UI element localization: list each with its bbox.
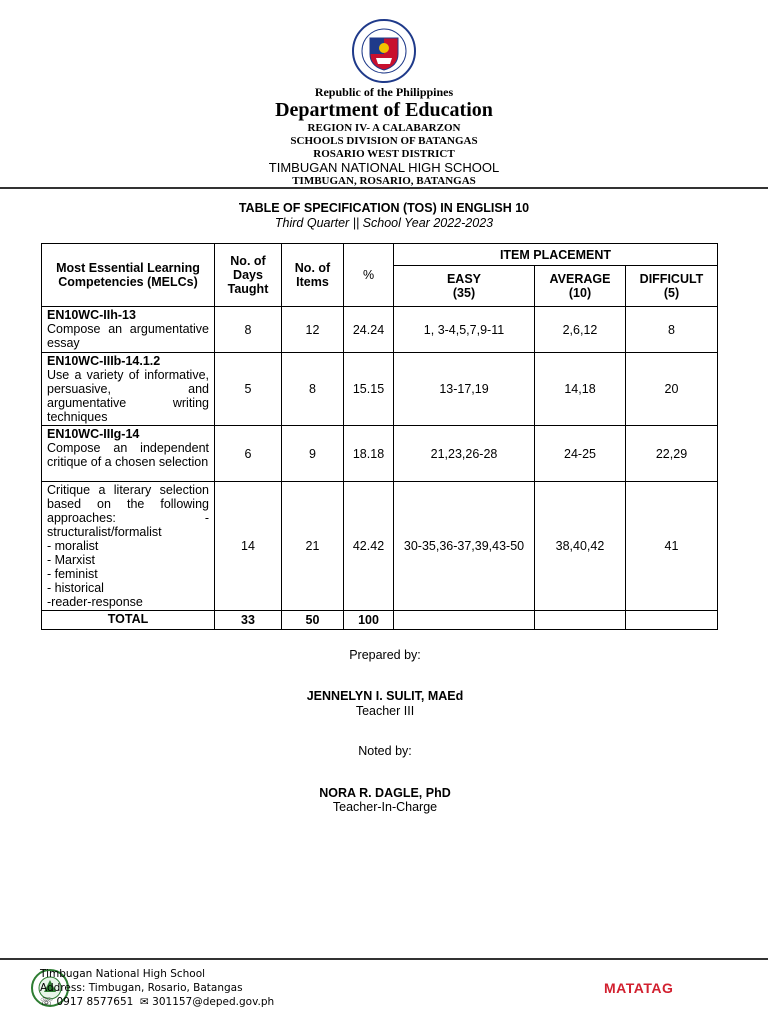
footer-contact <box>40 967 274 1009</box>
difficult-cell: 41 <box>626 482 718 611</box>
easy-cell: 21,23,26-28 <box>394 426 535 482</box>
total-easy <box>394 611 535 630</box>
percent-cell: 15.15 <box>344 353 394 426</box>
difficult-cell: 20 <box>626 353 718 426</box>
tos-table <box>41 243 718 630</box>
melc-cell: Critique a literary selection based on the following approaches: - structuralist/formalist - moralist - Marxist - feminist - historical -reader-response <box>42 482 215 611</box>
department-title: Department of Education <box>275 99 493 121</box>
items-cell: 12 <box>282 307 344 353</box>
average-cell: 14,18 <box>535 353 626 426</box>
average-cell: 38,40,42 <box>535 482 626 611</box>
school-address: TIMBUGAN, ROSARIO, BATANGAS <box>292 175 476 187</box>
items-cell: 9 <box>282 426 344 482</box>
mail-icon: ✉ <box>140 996 149 1008</box>
header-item-placement: ITEM PLACEMENT <box>394 244 718 266</box>
easy-cell: 13-17,19 <box>394 353 535 426</box>
total-row <box>42 611 718 630</box>
matatag-logo: MATATAG <box>604 980 674 996</box>
region-text: REGION IV- A CALABARZON <box>307 122 461 134</box>
header-average: AVERAGE (10) <box>535 266 626 307</box>
percent-cell: 42.42 <box>344 482 394 611</box>
difficult-cell: 22,29 <box>626 426 718 482</box>
district-text: ROSARIO WEST DISTRICT <box>313 148 455 160</box>
footer-phone: 0917 8577651 <box>56 996 134 1008</box>
average-cell: 2,6,12 <box>535 307 626 353</box>
items-cell: 21 <box>282 482 344 611</box>
total-days: 33 <box>215 611 282 630</box>
total-percent: 100 <box>344 611 394 630</box>
days-cell: 8 <box>215 307 282 353</box>
header-easy: EASY (35) <box>394 266 535 307</box>
division-text: SCHOOLS DIVISION OF BATANGAS <box>290 135 478 147</box>
footer-email: 301157@deped.gov.ph <box>152 996 275 1008</box>
noted-by-name: NORA R. DAGLE, PhD <box>319 786 451 800</box>
deped-seal-logo <box>343 18 425 84</box>
percent-cell: 24.24 <box>344 307 394 353</box>
days-cell: 14 <box>215 482 282 611</box>
prepared-by-title: Teacher III <box>355 704 415 718</box>
header-percent: % <box>344 244 394 307</box>
phone-icon: ☏ <box>40 996 54 1008</box>
total-difficult <box>626 611 718 630</box>
footer-address: Address: Timbugan, Rosario, Batangas <box>40 982 243 994</box>
prepared-by-label: Prepared by: <box>349 648 421 662</box>
table-header-row <box>42 244 718 266</box>
average-cell: 24-25 <box>535 426 626 482</box>
header-days: No. of Days Taught <box>215 244 282 307</box>
melc-cell: EN10WC-IIh-13 Compose an argumentative essay <box>42 307 215 353</box>
noted-by-title: Teacher-In-Charge <box>332 800 438 814</box>
header-divider <box>0 187 768 189</box>
header-difficult: DIFFICULT (5) <box>626 266 718 307</box>
table-row <box>42 426 718 482</box>
total-average <box>535 611 626 630</box>
days-cell: 5 <box>215 353 282 426</box>
total-label: TOTAL <box>42 611 215 630</box>
document-title: TABLE OF SPECIFICATION (TOS) IN ENGLISH 10 <box>238 201 530 215</box>
header-items: No. of Items <box>282 244 344 307</box>
footer-school: Timbugan National High School <box>40 968 206 980</box>
header-melc: Most Essential Learning Competencies (MELCs) <box>42 244 215 307</box>
items-cell: 8 <box>282 353 344 426</box>
difficult-cell: 8 <box>626 307 718 353</box>
document-subtitle: Third Quarter || School Year 2022-2023 <box>274 216 494 230</box>
table-row <box>42 353 718 426</box>
footer-contacts-line <box>40 995 274 1009</box>
easy-cell: 30-35,36-37,39,43-50 <box>394 482 535 611</box>
total-items: 50 <box>282 611 344 630</box>
footer-divider <box>0 958 768 960</box>
days-cell: 6 <box>215 426 282 482</box>
melc-cell: EN10WC-IIIg-14 Compose an independent critique of a chosen selection <box>42 426 215 482</box>
republic-text: Republic of the Philippines <box>314 85 454 99</box>
table-row <box>42 482 718 611</box>
percent-cell: 18.18 <box>344 426 394 482</box>
noted-by-label: Noted by: <box>358 744 412 758</box>
table-row <box>42 307 718 353</box>
school-name: TIMBUGAN NATIONAL HIGH SCHOOL <box>268 160 500 175</box>
melc-cell: EN10WC-IIIb-14.1.2 Use a variety of informative, persuasive, and argumentative writing techniques <box>42 353 215 426</box>
easy-cell: 1, 3-4,5,7,9-11 <box>394 307 535 353</box>
prepared-by-name: JENNELYN I. SULIT, MAEd <box>306 689 464 703</box>
